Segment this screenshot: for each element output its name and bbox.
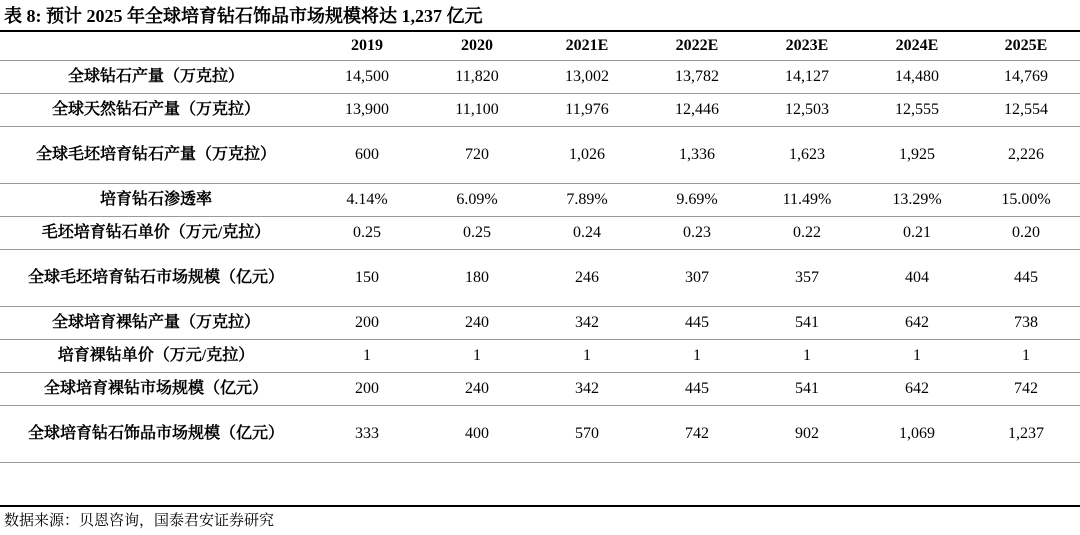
row-label-text: 毛坯培育钻石单价（万元/克拉） — [41, 224, 271, 241]
table-cell: 200 — [312, 307, 422, 340]
table-cell: 742 — [972, 373, 1080, 406]
row-label — [0, 94, 312, 127]
table-cell: 642 — [862, 307, 972, 340]
table-cell: 1,069 — [862, 406, 972, 463]
row-label — [0, 127, 312, 184]
table-cell: 642 — [862, 373, 972, 406]
column-header: 2024E — [862, 32, 972, 61]
table-cell: 13,900 — [312, 94, 422, 127]
table-cell: 12,554 — [972, 94, 1080, 127]
table-cell: 445 — [642, 307, 752, 340]
column-header: 2020 — [422, 32, 532, 61]
table-cell: 1,925 — [862, 127, 972, 184]
table-cell: 1,623 — [752, 127, 862, 184]
table-row — [0, 217, 1080, 250]
table-cell: 357 — [752, 250, 862, 307]
table-cell: 541 — [752, 373, 862, 406]
table-cell: 307 — [642, 250, 752, 307]
table-cell: 902 — [752, 406, 862, 463]
table-cell: 1 — [532, 340, 642, 373]
table-cell: 12,555 — [862, 94, 972, 127]
table-row — [0, 250, 1080, 307]
table-cell: 0.22 — [752, 217, 862, 250]
table-cell: 7.89% — [532, 184, 642, 217]
row-label-text: 全球毛坯培育钻石产量（万克拉） — [35, 146, 276, 163]
table-cell: 738 — [972, 307, 1080, 340]
table-cell: 6.09% — [422, 184, 532, 217]
table-row — [0, 184, 1080, 217]
table-cell: 13,782 — [642, 61, 752, 94]
market-size-table — [0, 32, 1080, 463]
table-cell: 404 — [862, 250, 972, 307]
table-cell: 1 — [972, 340, 1080, 373]
header-corner — [0, 32, 312, 61]
table-cell: 1,237 — [972, 406, 1080, 463]
table-cell: 14,500 — [312, 61, 422, 94]
table-cell: 0.25 — [422, 217, 532, 250]
table-cell: 150 — [312, 250, 422, 307]
column-header: 2023E — [752, 32, 862, 61]
source-note: 数据来源：贝恩咨询，国泰君安证券研究 — [4, 513, 275, 529]
table-cell: 4.14% — [312, 184, 422, 217]
table-cell: 445 — [972, 250, 1080, 307]
row-label — [0, 61, 312, 94]
table-cell: 0.20 — [972, 217, 1080, 250]
table-cell: 11.49% — [752, 184, 862, 217]
table-cell: 0.24 — [532, 217, 642, 250]
column-header: 2022E — [642, 32, 752, 61]
column-header: 2019 — [312, 32, 422, 61]
table-cell: 14,480 — [862, 61, 972, 94]
row-label — [0, 307, 312, 340]
table-cell: 2,226 — [972, 127, 1080, 184]
bottom-rule — [0, 505, 1080, 507]
table-cell: 11,820 — [422, 61, 532, 94]
row-label — [0, 184, 312, 217]
table-cell: 13.29% — [862, 184, 972, 217]
table-cell: 200 — [312, 373, 422, 406]
table-cell: 11,976 — [532, 94, 642, 127]
row-label-text: 全球天然钻石产量（万克拉） — [51, 101, 260, 118]
table-row — [0, 406, 1080, 463]
table-row — [0, 61, 1080, 94]
table-row — [0, 373, 1080, 406]
row-label-text: 全球钻石产量（万克拉） — [67, 68, 244, 85]
table-row — [0, 127, 1080, 184]
table-cell: 0.21 — [862, 217, 972, 250]
table-cell: 1 — [312, 340, 422, 373]
table-body — [0, 32, 1080, 463]
table-cell: 14,769 — [972, 61, 1080, 94]
table-cell: 246 — [532, 250, 642, 307]
table-cell: 400 — [422, 406, 532, 463]
row-label-text: 培育裸钻单价（万元/克拉） — [57, 347, 255, 364]
table-cell: 1,026 — [532, 127, 642, 184]
table-cell: 15.00% — [972, 184, 1080, 217]
table-cell: 11,100 — [422, 94, 532, 127]
table-cell: 180 — [422, 250, 532, 307]
table-cell: 342 — [532, 307, 642, 340]
table-cell: 12,503 — [752, 94, 862, 127]
table-cell: 13,002 — [532, 61, 642, 94]
header-row — [0, 32, 1080, 61]
table-title: 表 8: 预计 2025 年全球培育钻石饰品市场规模将达 1,237 亿元 — [4, 6, 483, 26]
row-label-text: 全球培育裸钻产量（万克拉） — [51, 314, 260, 331]
table-cell: 0.23 — [642, 217, 752, 250]
table-cell: 600 — [312, 127, 422, 184]
table-cell: 12,446 — [642, 94, 752, 127]
row-label-text: 培育钻石渗透率 — [99, 191, 212, 208]
table-cell: 14,127 — [752, 61, 862, 94]
row-label-text: 全球培育裸钻市场规模（亿元） — [43, 380, 268, 397]
row-label-text: 全球培育钻石饰品市场规模（亿元） — [27, 425, 284, 442]
table-row — [0, 340, 1080, 373]
table-cell: 240 — [422, 373, 532, 406]
table-cell: 342 — [532, 373, 642, 406]
table-cell: 570 — [532, 406, 642, 463]
table-cell: 1,336 — [642, 127, 752, 184]
table-cell: 742 — [642, 406, 752, 463]
table-cell: 1 — [862, 340, 972, 373]
table-cell: 720 — [422, 127, 532, 184]
table-cell: 445 — [642, 373, 752, 406]
column-header: 2021E — [532, 32, 642, 61]
table-cell: 0.25 — [312, 217, 422, 250]
row-label — [0, 217, 312, 250]
table-row — [0, 94, 1080, 127]
row-label-text: 全球毛坯培育钻石市场规模（亿元） — [27, 269, 284, 286]
row-label — [0, 250, 312, 307]
table-row — [0, 307, 1080, 340]
table-cell: 1 — [422, 340, 532, 373]
row-label — [0, 340, 312, 373]
table-cell: 541 — [752, 307, 862, 340]
table-cell: 240 — [422, 307, 532, 340]
column-header: 2025E — [972, 32, 1080, 61]
row-label — [0, 373, 312, 406]
row-label — [0, 406, 312, 463]
table-cell: 9.69% — [642, 184, 752, 217]
table-cell: 1 — [752, 340, 862, 373]
table-cell: 333 — [312, 406, 422, 463]
table-cell: 1 — [642, 340, 752, 373]
